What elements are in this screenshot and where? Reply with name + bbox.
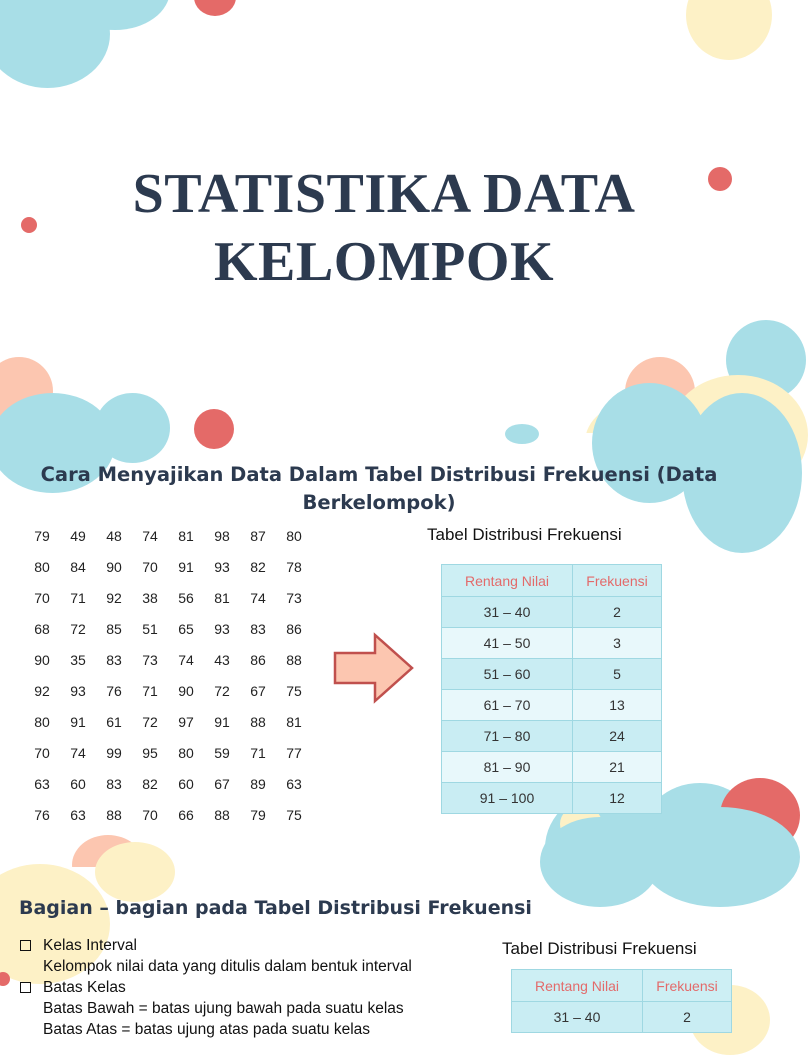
frequency-cell: 13 bbox=[573, 690, 662, 721]
raw-data-row bbox=[24, 799, 312, 830]
bullet-label: Kelas Interval bbox=[43, 937, 137, 954]
table-row bbox=[442, 752, 662, 783]
raw-data-cell: 38 bbox=[142, 589, 158, 606]
raw-data-cell: 72 bbox=[214, 682, 230, 699]
raw-data-cell: 79 bbox=[34, 527, 50, 544]
raw-data-cell: 76 bbox=[34, 806, 50, 823]
raw-data-cell: 90 bbox=[106, 558, 122, 575]
right-arrow-icon bbox=[333, 633, 415, 703]
raw-data-cell: 92 bbox=[106, 589, 122, 606]
raw-data-cell: 72 bbox=[70, 620, 86, 637]
list-item bbox=[18, 977, 412, 998]
raw-data-cell: 48 bbox=[106, 527, 122, 544]
raw-data-cell: 91 bbox=[178, 558, 194, 575]
raw-data-cell: 86 bbox=[286, 620, 302, 637]
frequency-table-slide bbox=[0, 433, 768, 867]
raw-data-cell: 93 bbox=[214, 558, 230, 575]
decor-circle bbox=[194, 0, 236, 16]
table-row bbox=[442, 659, 662, 690]
raw-data-cell: 99 bbox=[106, 744, 122, 761]
raw-data-cell: 83 bbox=[250, 620, 266, 637]
raw-data-cell: 90 bbox=[178, 682, 194, 699]
raw-data-cell: 49 bbox=[70, 527, 86, 544]
raw-data-cell: 80 bbox=[34, 558, 50, 575]
decor-circle bbox=[640, 807, 800, 907]
raw-data-cell: 83 bbox=[106, 651, 122, 668]
range-cell: 61 – 70 bbox=[442, 690, 573, 721]
raw-data-cell: 43 bbox=[214, 651, 230, 668]
raw-data-row bbox=[24, 675, 312, 706]
raw-data-row bbox=[24, 613, 312, 644]
raw-data-cell: 88 bbox=[286, 651, 302, 668]
table-row bbox=[442, 721, 662, 752]
frequency-cell: 3 bbox=[573, 628, 662, 659]
range-cell: 31 – 40 bbox=[512, 1002, 643, 1033]
raw-data-cell: 35 bbox=[70, 651, 86, 668]
raw-data-cell: 71 bbox=[250, 744, 266, 761]
raw-data-cell: 90 bbox=[34, 651, 50, 668]
raw-data-cell: 95 bbox=[142, 744, 158, 761]
table-row bbox=[512, 1002, 732, 1033]
raw-data-cell: 86 bbox=[250, 651, 266, 668]
column-header: Frekuensi bbox=[643, 970, 732, 1002]
raw-data-cell: 66 bbox=[178, 806, 194, 823]
raw-data-cell: 81 bbox=[286, 713, 302, 730]
raw-data-cell: 93 bbox=[214, 620, 230, 637]
raw-data-cell: 75 bbox=[286, 682, 302, 699]
raw-data-cell: 67 bbox=[214, 775, 230, 792]
raw-data-cell: 59 bbox=[214, 744, 230, 761]
bullet-description: Kelompok nilai data yang ditulis dalam bentuk interval bbox=[43, 958, 412, 975]
frequency-table bbox=[511, 969, 732, 1033]
bullet-description: Batas Atas = batas ujung atas pada suatu kelas bbox=[43, 1021, 371, 1038]
raw-data-cell: 65 bbox=[178, 620, 194, 637]
range-cell: 91 – 100 bbox=[442, 783, 573, 814]
raw-data-cell: 60 bbox=[178, 775, 194, 792]
raw-data-cell: 71 bbox=[142, 682, 158, 699]
table-title: Tabel Distribusi Frekuensi bbox=[427, 525, 622, 544]
frequency-table bbox=[441, 564, 662, 814]
raw-data-cell: 92 bbox=[34, 682, 50, 699]
raw-data-cell: 73 bbox=[142, 651, 158, 668]
table-parts-slide bbox=[0, 867, 768, 1038]
raw-data-cell: 80 bbox=[178, 744, 194, 761]
raw-data-cell: 84 bbox=[70, 558, 86, 575]
raw-data-cell: 80 bbox=[286, 527, 302, 544]
frequency-cell: 24 bbox=[573, 721, 662, 752]
table-row bbox=[442, 690, 662, 721]
raw-data-cell: 56 bbox=[178, 589, 194, 606]
raw-data-cell: 74 bbox=[142, 527, 158, 544]
raw-data-cell: 71 bbox=[70, 589, 86, 606]
raw-data-cell: 72 bbox=[142, 713, 158, 730]
decor-circle bbox=[95, 393, 170, 463]
checkbox-bullet-icon bbox=[20, 940, 31, 951]
raw-data-cell: 63 bbox=[70, 806, 86, 823]
raw-data-cell: 81 bbox=[214, 589, 230, 606]
raw-data-cell: 88 bbox=[250, 713, 266, 730]
raw-data-cell: 93 bbox=[70, 682, 86, 699]
range-cell: 41 – 50 bbox=[442, 628, 573, 659]
frequency-cell: 2 bbox=[643, 1002, 732, 1033]
range-cell: 81 – 90 bbox=[442, 752, 573, 783]
frequency-cell: 12 bbox=[573, 783, 662, 814]
raw-data-row bbox=[24, 768, 312, 799]
raw-data-cell: 63 bbox=[34, 775, 50, 792]
table-row bbox=[442, 783, 662, 814]
raw-data-cell: 91 bbox=[214, 713, 230, 730]
slide-heading: Bagian – bagian pada Tabel Distribusi Frekuensi bbox=[19, 897, 532, 919]
decor-circle bbox=[194, 409, 234, 449]
raw-data-cell: 77 bbox=[286, 744, 302, 761]
raw-data-cell: 74 bbox=[250, 589, 266, 606]
raw-data-cell: 74 bbox=[70, 744, 86, 761]
raw-data-cell: 98 bbox=[214, 527, 230, 544]
column-header: Rentang Nilai bbox=[442, 565, 573, 597]
raw-data-row bbox=[24, 582, 312, 613]
raw-data-row bbox=[24, 706, 312, 737]
raw-data-grid bbox=[24, 520, 312, 830]
bullet-label: Batas Kelas bbox=[43, 979, 126, 996]
decor-circle bbox=[505, 424, 539, 444]
bullet-list bbox=[18, 935, 412, 1040]
raw-data-cell: 73 bbox=[286, 589, 302, 606]
raw-data-cell: 83 bbox=[106, 775, 122, 792]
raw-data-cell: 88 bbox=[214, 806, 230, 823]
raw-data-cell: 80 bbox=[34, 713, 50, 730]
range-cell: 71 – 80 bbox=[442, 721, 573, 752]
raw-data-cell: 88 bbox=[106, 806, 122, 823]
raw-data-cell: 85 bbox=[106, 620, 122, 637]
title-slide bbox=[0, 0, 768, 433]
range-cell: 51 – 60 bbox=[442, 659, 573, 690]
list-item bbox=[18, 935, 412, 956]
frequency-cell: 2 bbox=[573, 597, 662, 628]
raw-data-cell: 81 bbox=[178, 527, 194, 544]
raw-data-cell: 82 bbox=[250, 558, 266, 575]
raw-data-cell: 82 bbox=[142, 775, 158, 792]
raw-data-cell: 75 bbox=[286, 806, 302, 823]
raw-data-cell: 61 bbox=[106, 713, 122, 730]
raw-data-row bbox=[24, 737, 312, 768]
slide-heading: Cara Menyajikan Data Dalam Tabel Distribusi Frekuensi (Data Berkelompok) bbox=[40, 463, 718, 514]
range-cell: 31 – 40 bbox=[442, 597, 573, 628]
slide-title: STATISTIKA DATA KELOMPOK bbox=[132, 163, 636, 293]
raw-data-cell: 68 bbox=[34, 620, 50, 637]
raw-data-cell: 91 bbox=[70, 713, 86, 730]
raw-data-row bbox=[24, 520, 312, 551]
frequency-cell: 5 bbox=[573, 659, 662, 690]
raw-data-cell: 70 bbox=[34, 589, 50, 606]
raw-data-cell: 74 bbox=[178, 651, 194, 668]
frequency-cell: 21 bbox=[573, 752, 662, 783]
decor-circle bbox=[95, 842, 175, 902]
raw-data-cell: 79 bbox=[250, 806, 266, 823]
bullet-description: Batas Bawah = batas ujung bawah pada suatu kelas bbox=[43, 1000, 404, 1017]
raw-data-cell: 60 bbox=[70, 775, 86, 792]
table-row bbox=[442, 628, 662, 659]
raw-data-cell: 67 bbox=[250, 682, 266, 699]
table-title: Tabel Distribusi Frekuensi bbox=[502, 939, 697, 958]
raw-data-cell: 70 bbox=[34, 744, 50, 761]
column-header: Rentang Nilai bbox=[512, 970, 643, 1002]
raw-data-cell: 70 bbox=[142, 806, 158, 823]
column-header: Frekuensi bbox=[573, 565, 662, 597]
raw-data-row bbox=[24, 551, 312, 582]
raw-data-row bbox=[24, 644, 312, 675]
checkbox-bullet-icon bbox=[20, 982, 31, 993]
raw-data-cell: 63 bbox=[286, 775, 302, 792]
table-row bbox=[442, 597, 662, 628]
raw-data-cell: 76 bbox=[106, 682, 122, 699]
raw-data-cell: 51 bbox=[142, 620, 158, 637]
raw-data-cell: 78 bbox=[286, 558, 302, 575]
raw-data-cell: 70 bbox=[142, 558, 158, 575]
decor-circle bbox=[0, 972, 10, 986]
decor-circle bbox=[686, 0, 772, 60]
raw-data-cell: 97 bbox=[178, 713, 194, 730]
raw-data-cell: 87 bbox=[250, 527, 266, 544]
raw-data-cell: 89 bbox=[250, 775, 266, 792]
